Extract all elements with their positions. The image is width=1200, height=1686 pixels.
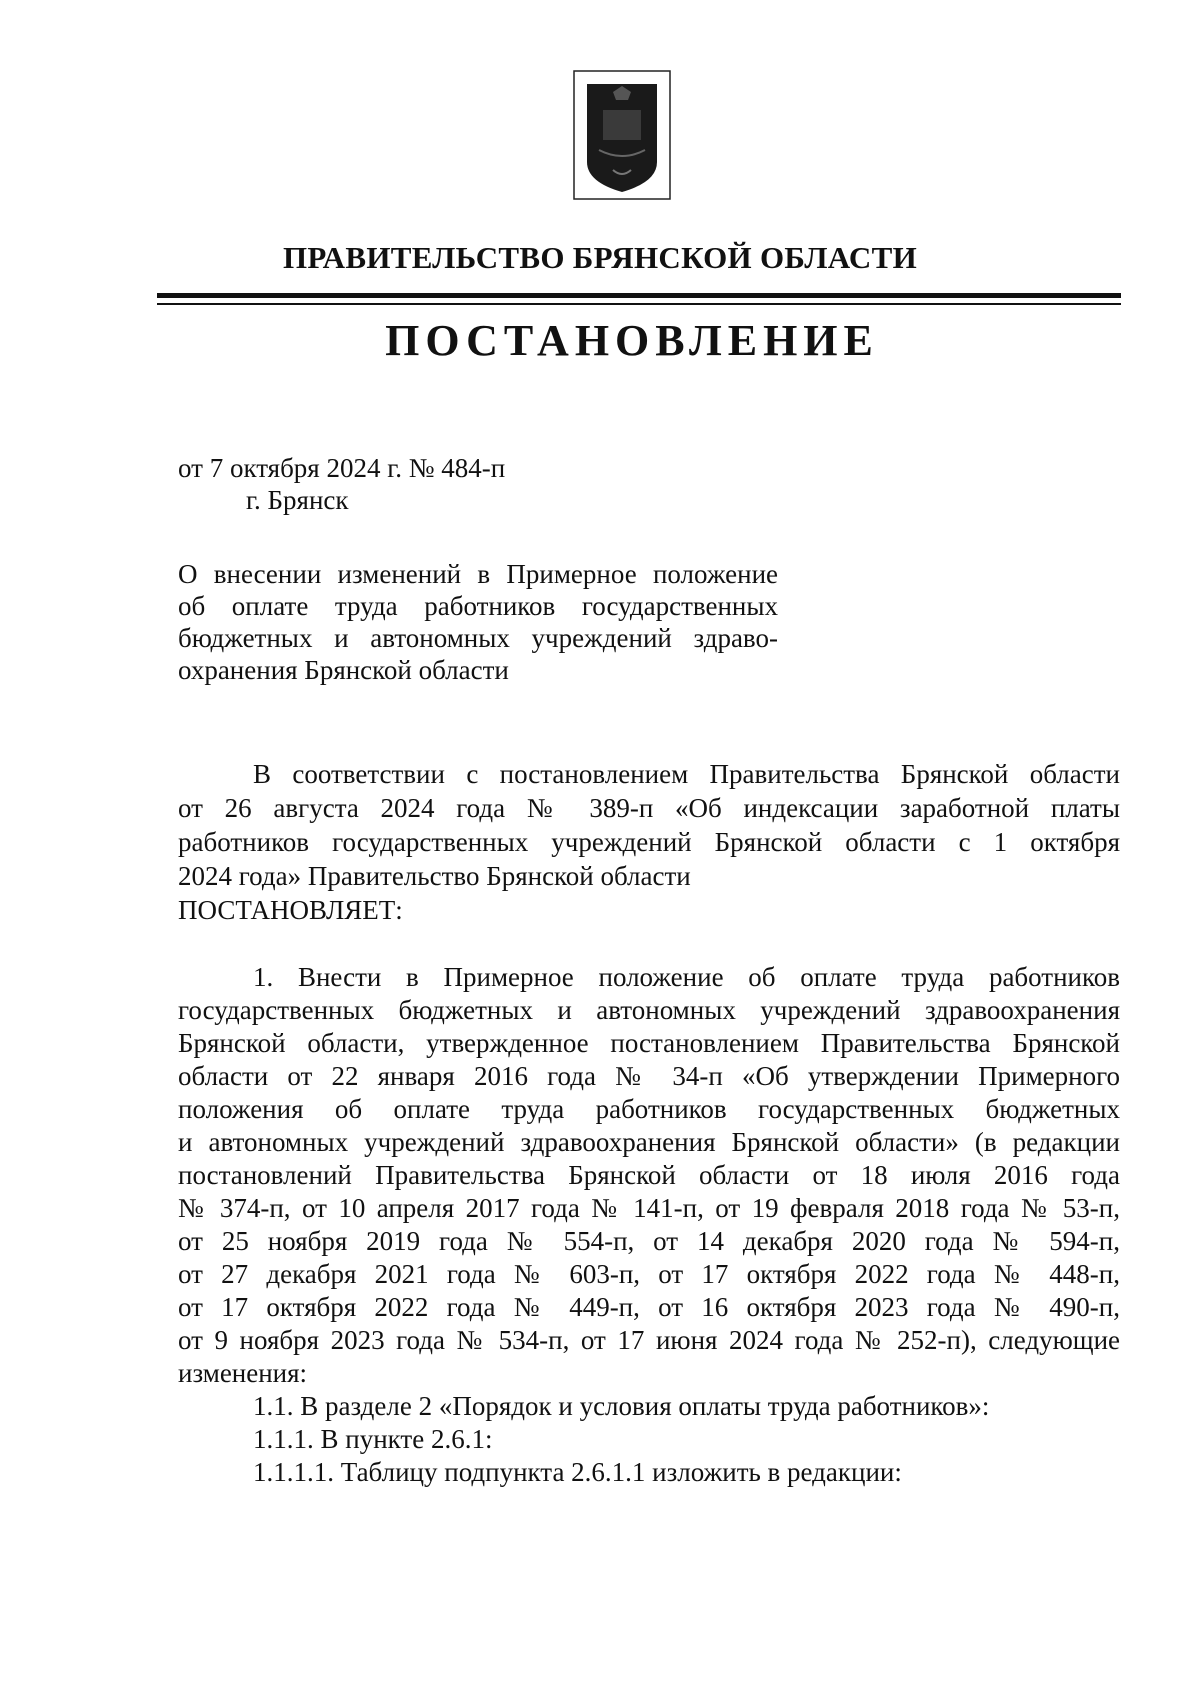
clause-line: положения об оплате труда работников государственных бюджетных (178, 1094, 1120, 1124)
subclause-1-1-1-1: 1.1.1.1. Таблицу подпункта 2.6.1.1 изложить в редакции: (253, 1457, 902, 1487)
clause-line: изменения: (178, 1358, 308, 1388)
preamble-line: работников государственных учреждений Брянской области с 1 октября (178, 827, 1120, 857)
subject-line: об оплате труда работников государственных (178, 591, 778, 621)
subject-line: бюджетных и автономных учреждений здраво- (178, 623, 778, 653)
resolves-heading: ПОСТАНОВЛЯЕТ: (178, 895, 403, 925)
document-type-title: ПОСТАНОВЛЕНИЕ (385, 316, 879, 365)
clause-line: от 9 ноября 2023 года № 534-п, от 17 июня 2024 года № 252-п), следующие (178, 1325, 1120, 1355)
header-rule-thin (157, 303, 1121, 305)
coat-of-arms-icon (573, 70, 671, 200)
clause-line: от 17 октября 2022 года № 449-п, от 16 октября 2023 года № 490-п, (178, 1292, 1120, 1322)
clause-line: постановлений Правительства Брянской области от 18 июля 2016 года (178, 1160, 1120, 1190)
subclause-1-1: 1.1. В разделе 2 «Порядок и условия оплаты труда работников»: (253, 1391, 990, 1421)
subject-line: О внесении изменений в Примерное положение (178, 559, 778, 589)
header-rule-thick (157, 293, 1121, 298)
clause-line: от 27 декабря 2021 года № 603-п, от 17 октября 2022 года № 448-п, (178, 1259, 1120, 1289)
clause-line: государственных бюджетных и автономных учреждений здравоохранения (178, 995, 1120, 1025)
preamble-line: 2024 года» Правительство Брянской области (178, 861, 691, 891)
subclause-1-1-1: 1.1.1. В пункте 2.6.1: (253, 1424, 493, 1454)
clause-line: 1. Внести в Примерное положение об оплате труда работников (253, 962, 1120, 992)
preamble-line: от 26 августа 2024 года № 389-п «Об индексации заработной платы (178, 793, 1120, 823)
organization-title: ПРАВИТЕЛЬСТВО БРЯНСКОЙ ОБЛАСТИ (282, 240, 918, 275)
subject-line: охранения Брянской области (178, 655, 509, 685)
date-number-line: от 7 октября 2024 г. № 484-п (178, 453, 506, 483)
preamble-line: В соответствии с постановлением Правительства Брянской области (253, 759, 1120, 789)
clause-line: № 374-п, от 10 апреля 2017 года № 141-п, от 19 февраля 2018 года № 53-п, (178, 1193, 1120, 1223)
clause-line: области от 22 января 2016 года № 34-п «Об утверждении Примерного (178, 1061, 1120, 1091)
clause-line: Брянской области, утвержденное постановлением Правительства Брянской (178, 1028, 1120, 1058)
clause-line: и автономных учреждений здравоохранения Брянской области» (в редакции (178, 1127, 1120, 1157)
clause-line: от 25 ноября 2019 года № 554-п, от 14 декабря 2020 года № 594-п, (178, 1226, 1120, 1256)
city-line: г. Брянск (246, 485, 349, 515)
